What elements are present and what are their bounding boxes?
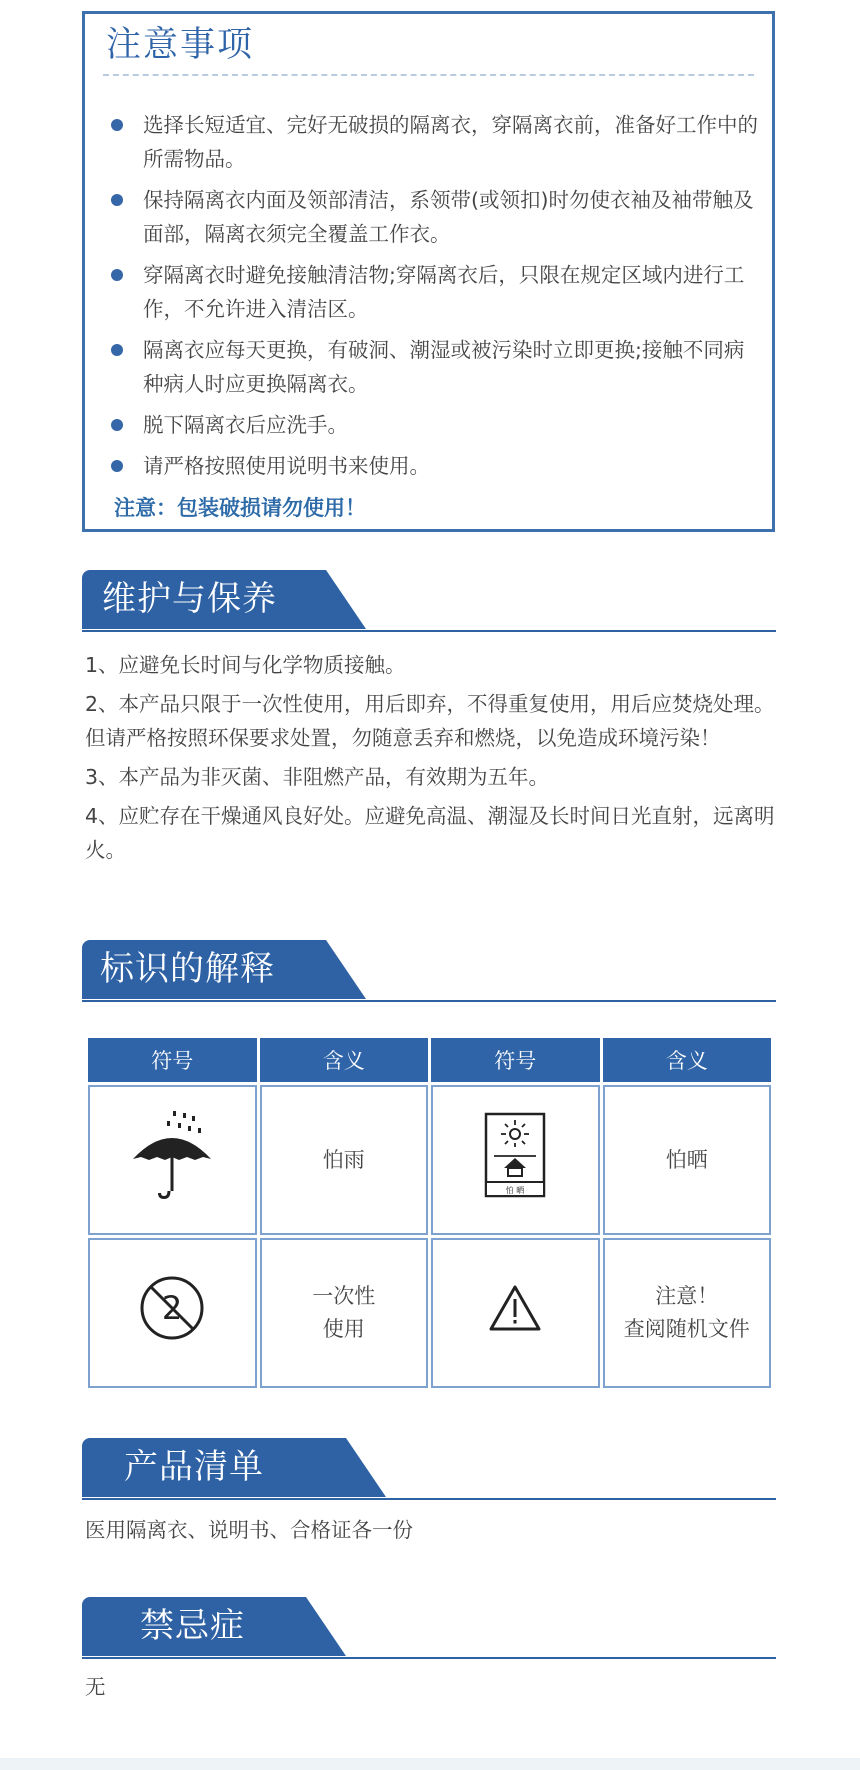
list-item: 脱下隔离衣后应洗手。 xyxy=(111,408,761,442)
section-title: 产品清单 xyxy=(124,1447,264,1487)
column-header: 符号 xyxy=(88,1038,257,1082)
keep-away-sunlight-icon xyxy=(484,1112,546,1198)
section-rule xyxy=(82,1657,776,1659)
section-header-product-list xyxy=(82,1438,776,1500)
bullet-icon xyxy=(111,194,123,206)
section-header-maintenance xyxy=(82,570,776,632)
meaning-cell: 注意！ 查阅随机文件 xyxy=(603,1238,772,1388)
bottom-bar xyxy=(0,1758,860,1770)
list-item: 请严格按照使用说明书来使用。 xyxy=(111,449,761,483)
maintenance-item: 2、本产品只限于一次性使用，用后即弃，不得重复使用，用后应焚烧处理。但请严格按照环保要求处置，勿随意丢弃和燃烧，以免造成环境污染！ xyxy=(85,692,775,750)
package-warning: 注意：包装破损请勿使用！ xyxy=(114,496,366,520)
list-item: 穿隔离衣时避免接触清洁物;穿隔离衣后，只限在规定区域内进行工作，不允许进入清洁区。 xyxy=(111,258,761,326)
table-header-row xyxy=(88,1038,771,1082)
section-title: 维护与保养 xyxy=(102,579,277,619)
symbol-cell xyxy=(88,1238,257,1388)
maintenance-item: 3、本产品为非灭菌、非阻燃产品，有效期为五年。 xyxy=(85,765,550,789)
column-header: 含义 xyxy=(260,1038,429,1082)
bullet-icon xyxy=(111,344,123,356)
symbol-cell xyxy=(431,1238,600,1388)
meaning-cell: 怕晒 xyxy=(603,1085,772,1235)
do-not-reuse-icon xyxy=(138,1274,206,1342)
meaning-cell: 怕雨 xyxy=(260,1085,429,1235)
table-row xyxy=(88,1085,771,1235)
list-item: 隔离衣应每天更换，有破洞、潮湿或被污染时立即更换;接触不同病种病人时应更换隔离衣。 xyxy=(111,333,761,401)
section-rule xyxy=(82,1498,776,1500)
notice-title: 注意事项 xyxy=(106,25,255,65)
notice-list xyxy=(111,108,761,490)
symbol-cell xyxy=(431,1085,600,1235)
section-header-contraindications xyxy=(82,1597,776,1659)
notice-box xyxy=(82,11,775,532)
bullet-icon xyxy=(111,269,123,281)
maintenance-item: 1、应避免长时间与化学物质接触。 xyxy=(85,653,406,677)
section-header-symbols xyxy=(82,940,776,1002)
section-title: 标识的解释 xyxy=(100,949,275,989)
section-rule xyxy=(82,1000,776,1002)
column-header: 含义 xyxy=(603,1038,772,1082)
list-item: 保持隔离衣内面及领部清洁，系领带(或领扣)时勿使衣袖及袖带触及面部，隔离衣须完全覆盖工作衣。 xyxy=(111,183,761,251)
product-list-text: 医用隔离衣、说明书、合格证各一份 xyxy=(85,1518,413,1542)
sunlight-icon-caption: 怕 晒 xyxy=(505,1186,525,1195)
symbol-cell xyxy=(88,1085,257,1235)
bullet-icon xyxy=(111,460,123,472)
svg-text:2: 2 xyxy=(162,1289,183,1327)
list-item: 选择长短适宜、完好无破损的隔离衣，穿隔离衣前，准备好工作中的所需物品。 xyxy=(111,108,761,176)
maintenance-item: 4、应贮存在干燥通风良好处。应避免高温、潮湿及长时间日光直射，远离明火。 xyxy=(85,804,775,862)
bullet-icon xyxy=(111,419,123,431)
umbrella-rain-icon xyxy=(129,1107,215,1203)
contraindications-text: 无 xyxy=(85,1675,106,1699)
symbol-table xyxy=(85,1035,774,1391)
table-row xyxy=(88,1238,771,1388)
section-title: 禁忌症 xyxy=(140,1606,245,1646)
column-header: 符号 xyxy=(431,1038,600,1082)
maintenance-body xyxy=(85,648,775,872)
meaning-cell: 一次性 使用 xyxy=(260,1238,429,1388)
bullet-icon xyxy=(111,119,123,131)
section-rule xyxy=(82,630,776,632)
warning-triangle-icon xyxy=(487,1283,543,1333)
dashed-divider xyxy=(103,74,754,76)
